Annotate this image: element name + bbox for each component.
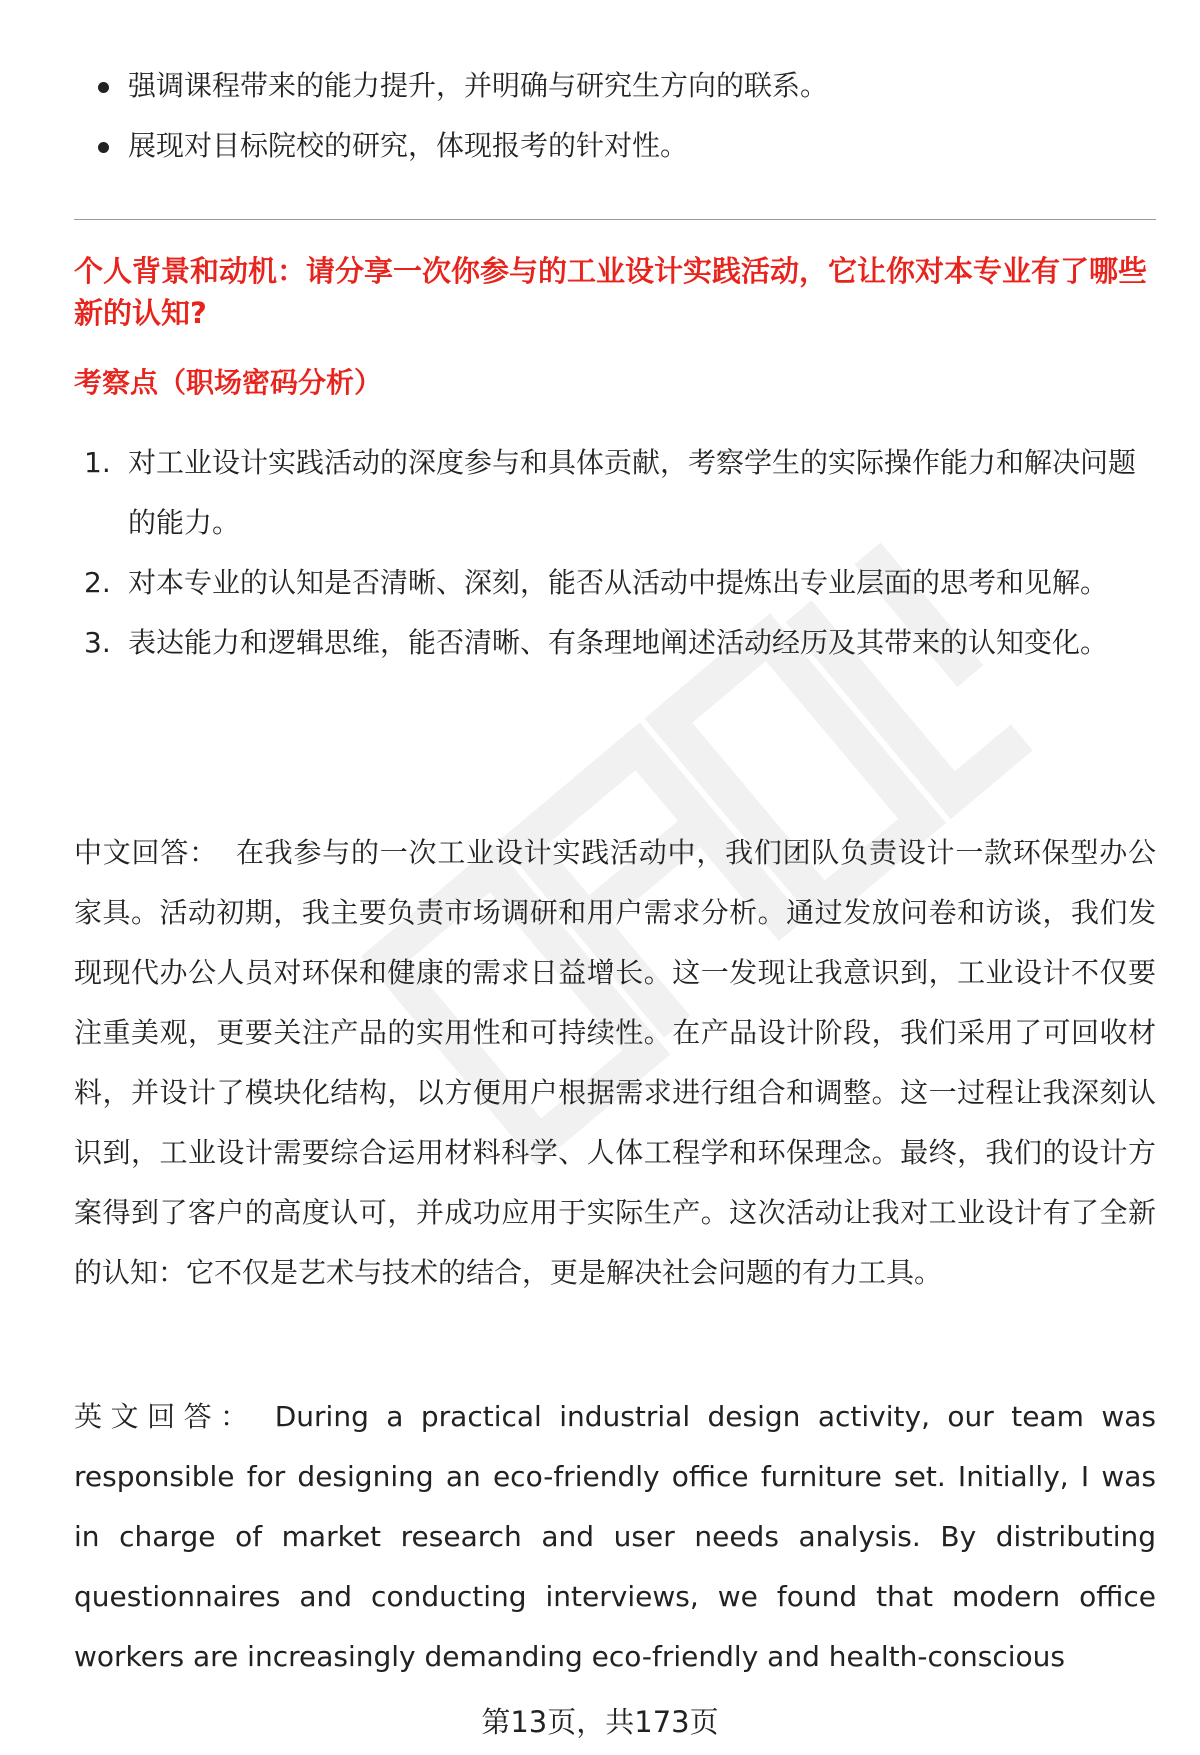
intro-bullet-list bbox=[74, 56, 1154, 176]
bullet-text: 展现对目标院校的研究，体现报考的针对性。 bbox=[128, 129, 689, 162]
assessment-heading: 考察点（职场密码分析） bbox=[74, 366, 383, 399]
bullet-dot-icon bbox=[98, 82, 109, 93]
assessment-list bbox=[74, 433, 1156, 673]
bullet-item bbox=[74, 56, 1154, 116]
chinese-answer bbox=[74, 823, 1156, 1303]
bullet-item bbox=[74, 116, 1154, 176]
question-heading: 个人背景和动机：请分享一次你参与的工业设计实践活动，它让你对本专业有了哪些新的认知? bbox=[74, 254, 1148, 330]
bullet-text: 强调课程带来的能力提升，并明确与研究生方向的联系。 bbox=[128, 69, 829, 102]
bullet-dot-icon bbox=[98, 142, 109, 153]
item-number: 1. bbox=[84, 446, 111, 479]
section-divider bbox=[74, 219, 1156, 220]
assessment-item bbox=[74, 553, 1156, 613]
item-text: 对本专业的认知是否清晰、深刻，能否从活动中提炼出专业层面的思考和见解。 bbox=[128, 566, 1109, 599]
item-text: 表达能力和逻辑思维，能否清晰、有条理地阐述活动经历及其带来的认知变化。 bbox=[128, 626, 1109, 659]
item-number: 2. bbox=[84, 566, 111, 599]
chinese-answer-label: 中文回答： bbox=[74, 836, 218, 869]
assessment-item bbox=[74, 613, 1156, 673]
english-answer-label: 英文回答： bbox=[74, 1400, 257, 1433]
assessment-item bbox=[74, 433, 1156, 553]
english-answer bbox=[74, 1387, 1156, 1687]
item-number: 3. bbox=[84, 626, 111, 659]
chinese-answer-text: 在我参与的一次工业设计实践活动中，我们团队负责设计一款环保型办公家具。活动初期，我主要负责市场调研和用户需求分析。通过发放问卷和访谈，我们发现现代办公人员对环保和健康的需求日益增长。这一发现让我意识到，工业设计不仅要注重美观，更要关注产品的实用性和可持续性。在产品设计阶段，我们采用了可回收材料，并设计了模块化结构，以方便用户根据需求进行组合和调整。这一过程让我深刻认识到，工业设计需要综合运用材料科学、人体工程学和环保理念。最终，我们的设计方案得到了客户的高度认可，并成功应用于实际生产。这次活动让我对工业设计有了全新的认知：它不仅是艺术与技术的结合，更是解决社会问题的有力工具。 bbox=[74, 836, 1156, 1289]
item-text: 对工业设计实践活动的深度参与和具体贡献，考察学生的实际操作能力和解决问题的能力。 bbox=[128, 446, 1137, 539]
english-answer-text: During a practical industrial design activity, our team was responsible for designing an eco-friendly office furniture set. Initially, I was in charge of market research and user needs analysis. By distributing questionnaires and conducting interviews, we found that modern office workers are increasingly demanding eco-friendly and health-conscious bbox=[74, 1400, 1156, 1673]
page-number-footer: 第13页，共173页 bbox=[481, 1705, 719, 1739]
